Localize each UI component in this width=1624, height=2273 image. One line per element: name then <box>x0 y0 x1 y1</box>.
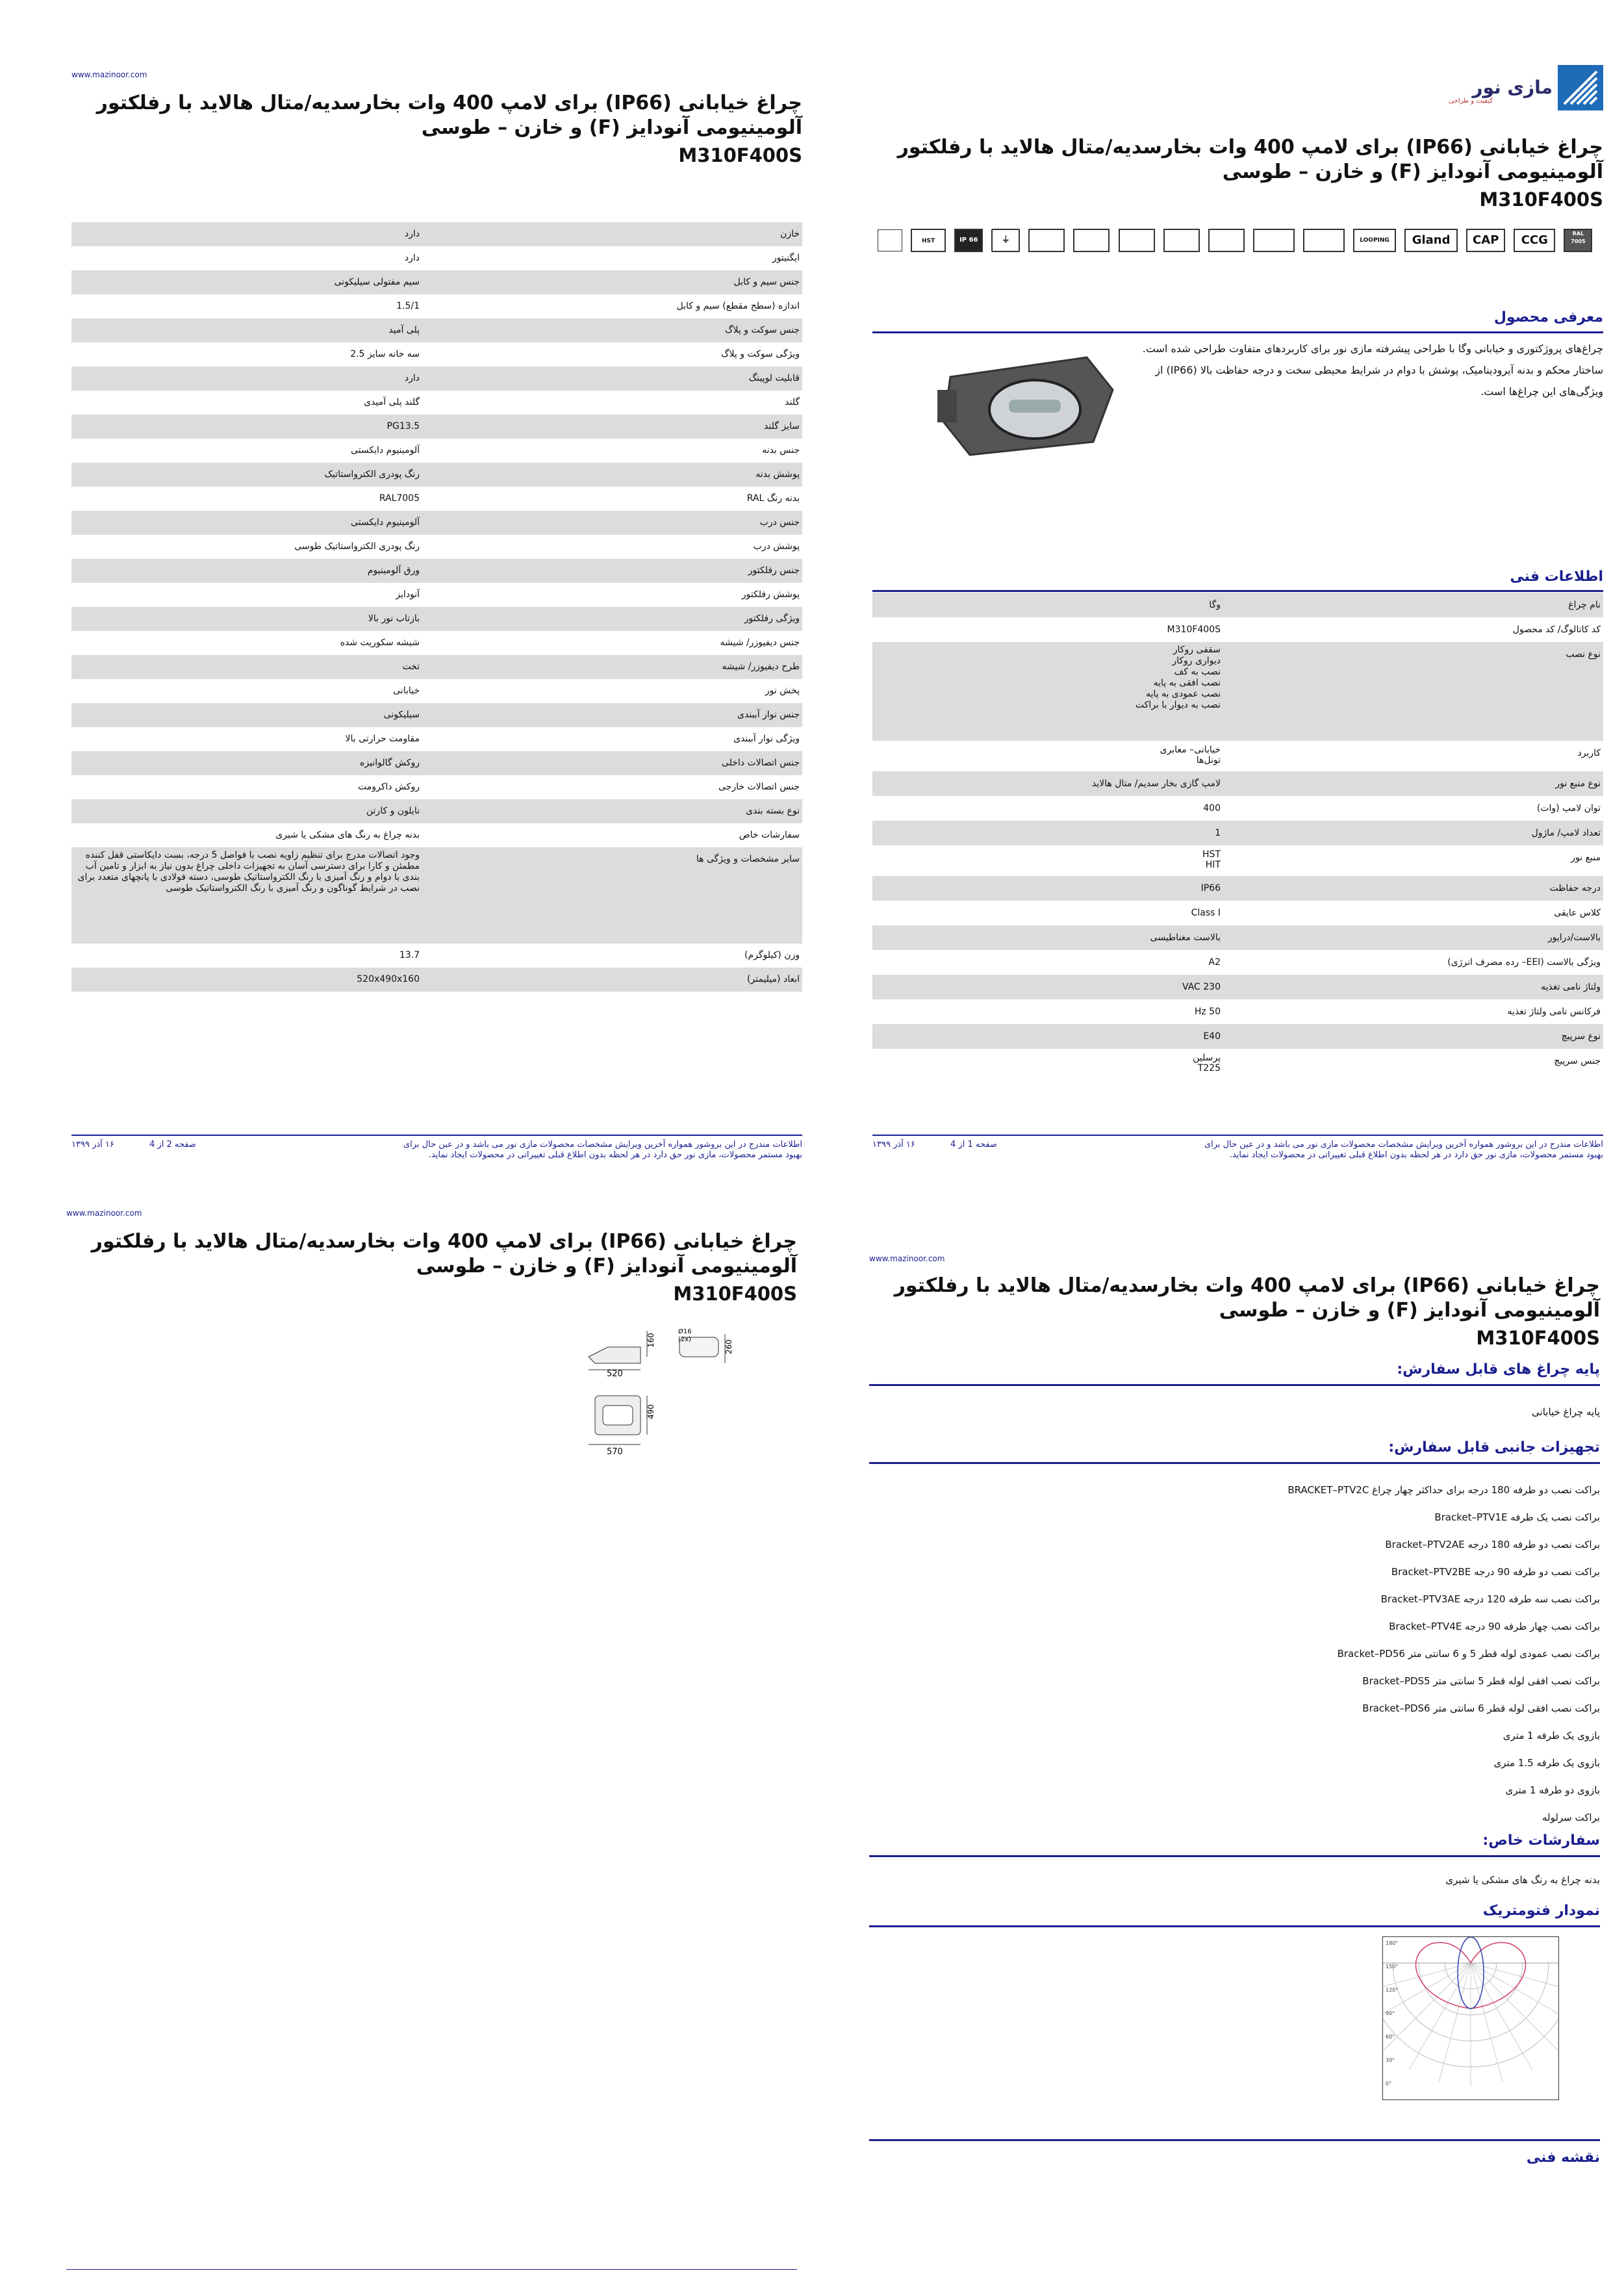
spec-value: رنگ پودری الکترواستاتیک طوسی <box>294 541 420 552</box>
polar-angle-label: 90° <box>1386 2010 1395 2016</box>
spec-key: نوع بسته بندی <box>422 799 802 823</box>
spec-key: پوشش بدنه <box>422 463 802 487</box>
table-row <box>872 845 1603 876</box>
list-item: براکت نصب دو طرفه 180 درجه Bracket–PTV2AE <box>1385 1539 1600 1550</box>
lamp-type-icon <box>878 229 902 251</box>
spec-key: ویژگی رفلکتور <box>422 607 802 631</box>
logo-mark-icon <box>1558 65 1603 110</box>
table-row <box>71 631 802 655</box>
poles-rule <box>869 1384 1600 1386</box>
spec-key: پوشش درب <box>753 541 800 552</box>
spec-value: لامپ گازی بخار سدیم/ متال هالاید <box>872 771 1223 796</box>
logo-name: مازی نور <box>1472 77 1553 98</box>
spec-value: Class I <box>1191 908 1221 919</box>
looping-icon <box>1353 229 1396 252</box>
spec-key: تعداد لامپ/ ماژول <box>1223 821 1603 845</box>
table-row <box>71 968 802 992</box>
footer-page: صفحه 1 از 4 <box>950 1140 997 1149</box>
mount-pole-horizontal-icon <box>1163 229 1200 252</box>
page-3 <box>869 1254 1600 2268</box>
cap-icon <box>1466 229 1505 252</box>
list-item: براکت نصب عمودی لوله قطر 5 و 6 سانتی متر Bracket–PD56 <box>1337 1648 1600 1660</box>
ral-label: RAL 7005 <box>1571 231 1586 244</box>
spec-value: خیابانی– معابری تونل‌ها <box>1160 745 1221 765</box>
table-row <box>872 821 1603 845</box>
page-2 <box>71 65 802 1170</box>
table-row <box>872 975 1603 999</box>
table-row <box>71 847 802 944</box>
special-rule <box>869 1855 1600 1857</box>
spec-key: خازن <box>422 222 802 246</box>
spec-key: نام چراغ <box>1223 593 1603 617</box>
top-view <box>589 1396 655 1457</box>
site-url: www.mazinoor.com <box>869 1254 945 1263</box>
accessories-heading: تجهیزات جانبی قابل سفارش: <box>1388 1439 1600 1456</box>
polar-angle-label: 180° <box>1386 1940 1399 1946</box>
table-row <box>872 925 1603 950</box>
site-url: www.mazinoor.com <box>71 70 147 79</box>
page-bottom-rule <box>66 2269 797 2270</box>
ccg-label: CCG <box>1521 233 1548 247</box>
spec-value: ورق آلومینیوم <box>71 559 422 583</box>
table-row <box>71 751 802 775</box>
table-row <box>71 318 802 342</box>
spec-key: جنس سرپیچ <box>1554 1056 1601 1067</box>
intro-heading: معرفی محصول <box>1493 309 1603 326</box>
spec-value: آلومینیوم دایکستی <box>71 511 422 535</box>
dim-width-side: 520 <box>607 1369 623 1379</box>
spec-value: سیم مفتولی سیلیکونی <box>71 270 422 294</box>
footer-date: ۱۶ آذر ۱۳۹۹ <box>71 1140 114 1149</box>
hst-label: HST <box>922 238 935 244</box>
table-row <box>872 617 1603 642</box>
spec-value: 1.5/1 <box>396 301 420 311</box>
spec-key: پوشش رفلکتور <box>741 589 800 600</box>
spec-value: 50 Hz <box>1194 1007 1221 1018</box>
spec-value: بالاست مغناطیسی <box>872 925 1223 950</box>
spec-key: بالاست/درایور <box>1223 925 1603 950</box>
hst-icon <box>911 229 946 252</box>
spec-key: کد کاتالوگ/ کد محصول <box>1512 624 1601 635</box>
spec-value: سه خانه سایز 2.5 <box>350 349 420 359</box>
spec-key: جنس نوار آببندی <box>422 703 802 727</box>
table-row <box>71 246 802 270</box>
ccg-icon <box>1514 229 1555 252</box>
table-row <box>872 771 1603 796</box>
footer-page: صفحه 2 از 4 <box>149 1140 196 1149</box>
polar-spoke <box>1409 1963 1471 2070</box>
ip66-label: IP 66 <box>959 237 978 244</box>
list-item: براکت نصب دو طرفه 180 درجه برای حداکثر چهار چراغ BRACKET–PTV2C <box>1288 1484 1600 1496</box>
mount-wall-icon <box>1073 229 1110 252</box>
page-title: چراغ خیابانی (IP66) برای لامپ 400 وات بخارسدیه/متال هالاید با رفلکتور آلومینیومی آنودایز (F) و خازن – طوسی <box>894 1274 1600 1322</box>
poles-heading: پایه چراغ های قابل سفارش: <box>1397 1361 1600 1378</box>
list-item: براکت نصب سه طرفه 120 درجه Bracket–PTV3AE <box>1380 1593 1600 1605</box>
spec-key: بدنه رنگ RAL <box>746 493 800 504</box>
mount-bracket-icon <box>1253 229 1295 252</box>
page-title: چراغ خیابانی (IP66) برای لامپ 400 وات بخارسدیه/متال هالاید با رفلکتور آلومینیومی آنودایز (F) و خازن – طوسی <box>897 136 1603 183</box>
page-title: چراغ خیابانی (IP66) برای لامپ 400 وات بخارسدیه/متال هالاید با رفلکتور آلومینیومی آنودایز (F) و خازن – طوسی <box>91 1230 797 1278</box>
table-row <box>872 901 1603 925</box>
spec-table <box>71 222 802 992</box>
spec-value: A2 <box>1208 957 1221 968</box>
logo-tagline: کیفیت و طراحی <box>1449 97 1493 105</box>
product-code: M310F400S <box>678 144 802 166</box>
table-row <box>71 559 802 583</box>
spec-key: طرح دیفیوزر/ شیشه <box>422 655 802 679</box>
polar-spoke <box>1471 1963 1503 2083</box>
spec-value: تخت <box>71 655 422 679</box>
spec-value: بازتاب نور بالا <box>71 607 422 631</box>
list-item: پایه چراغ خیابانی <box>1532 1406 1600 1418</box>
special-text: بدنه چراغ به رنگ های مشکی یا شیری <box>1445 1874 1600 1886</box>
spec-key: فرکانس نامی ولتاژ تغذیه <box>1507 1007 1601 1018</box>
spec-value: سیلیکونی <box>71 703 422 727</box>
spec-value: وجود اتصالات مدرج برای تنظیم زاویه نصب با فواصل 5 درجه، بست دایکاستی قفل کننده مطمئن و کارا برای دسترسی آسان به تجهیزات داخلی چراغ بدون نیاز به ابزار و تامین آب بندی با دوام و رنگ آمیزی با رنگ الکترواستاتیک طوسی، دسته فولادی با پانچهای متعدد برای نصب در شرایط گوناگون و رنگ آمیزی با رنگ الکترواستاتیک طوسی <box>71 847 422 944</box>
spec-key: ویژگی بالاست (EEI– رده مصرف انرژی) <box>1447 957 1601 968</box>
side-view <box>589 1331 655 1379</box>
spec-key: جنس اتصالات خارجی <box>718 782 800 792</box>
table-row <box>71 535 802 559</box>
spec-value: خیابانی <box>393 686 420 696</box>
spec-key: درجه حفاظت <box>1223 876 1603 901</box>
list-item: براکت نصب افقی لوله قطر 6 سانتی متر Bracket–PDS6 <box>1362 1702 1600 1714</box>
spec-value: E40 <box>872 1024 1223 1049</box>
list-item: بازوی یک طرفه 1 متری <box>1503 1730 1600 1741</box>
spec-key: جنس دیفیوزر/ شیشه <box>720 637 800 648</box>
table-row <box>71 655 802 679</box>
spec-value: روکش داکرومت <box>357 782 420 792</box>
spec-key: پخش نور <box>765 686 800 696</box>
photometric-chart <box>1382 1936 1559 2100</box>
class-i-earth-icon: ⏚ <box>991 229 1020 252</box>
dim-depth-top: 490 <box>646 1404 655 1419</box>
spec-value: 400 <box>1203 803 1221 814</box>
feature-icons-row <box>872 229 1603 252</box>
mount-pole-vertical-icon <box>1208 229 1245 252</box>
list-item: بازوی یک طرفه 1.5 متری <box>1493 1757 1600 1769</box>
mount-floor-icon <box>1119 229 1155 252</box>
table-row <box>71 294 802 318</box>
spec-value: مقاومت حرارتی بالا <box>345 734 420 744</box>
product-code: M310F400S <box>1479 188 1603 211</box>
spec-value: پرسلین T225 <box>1193 1053 1221 1074</box>
table-row <box>71 727 802 751</box>
ral-color-icon <box>1564 229 1592 252</box>
special-heading: سفارشات خاص: <box>1482 1832 1600 1849</box>
drawing-rule <box>869 2139 1600 2141</box>
table-row <box>71 679 802 703</box>
spec-value: M310F400S <box>1167 624 1221 635</box>
site-url: www.mazinoor.com <box>66 1209 142 1218</box>
spec-key: وزن (کیلوگرم) <box>744 950 800 960</box>
page-4 <box>66 1203 797 2269</box>
tech-heading: اطلاعات فنی <box>1510 569 1603 585</box>
table-row <box>71 511 802 535</box>
table-row <box>71 607 802 631</box>
table-row <box>71 391 802 415</box>
table-row <box>872 950 1603 975</box>
spec-key: ایگنیتور <box>772 253 800 263</box>
table-row <box>872 876 1603 901</box>
dim-hole-count: (2x) <box>678 1336 692 1343</box>
spec-key: منبع نور <box>1571 853 1601 864</box>
table-row <box>71 703 802 727</box>
table-row <box>71 415 802 439</box>
spec-key: جنس بدنه <box>762 445 800 456</box>
list-item: براکت سرلوله <box>1542 1812 1600 1823</box>
cap-label: CAP <box>1473 233 1499 247</box>
page-1 <box>872 65 1603 1170</box>
polar-angle-label: 150° <box>1386 1964 1399 1970</box>
spec-value: HST HIT <box>1202 849 1221 871</box>
spec-value: IP66 <box>872 876 1223 901</box>
polar-spoke <box>1439 1963 1471 2083</box>
table-row <box>872 1024 1603 1049</box>
gland-label: Gland <box>1412 233 1451 247</box>
photometric-rule <box>869 1925 1600 1927</box>
poles-list <box>1532 1398 1600 1426</box>
polar-spoke <box>1471 1963 1532 2070</box>
table-row <box>71 222 802 246</box>
spec-value: دارد <box>404 253 420 263</box>
spec-value: RAL7005 <box>379 493 420 504</box>
table-row <box>872 593 1603 617</box>
spec-value: 13.7 <box>399 950 420 960</box>
table-row <box>872 741 1603 771</box>
table-row <box>71 366 802 391</box>
spec-key: جنس اتصالات داخلی <box>422 751 802 775</box>
spec-value: دارد <box>71 222 422 246</box>
dim-height: 160 <box>646 1333 655 1348</box>
mount-other-icon <box>1303 229 1345 252</box>
spec-value: 520x490x160 <box>71 968 422 992</box>
list-item: براکت نصب دو طرفه 90 درجه Bracket–PTV2BE <box>1391 1566 1600 1578</box>
polar-angle-label: 30° <box>1386 2057 1395 2063</box>
footer-note: اطلاعات مندرج در این بروشور همواره آخرین ویرایش مشخصات محصولات مازی نور می باشد و در عین حال برای بهبود مستمر محصولات، مازی نور حق دارد در هر لحظه بدون اطلاع قبلی تغییراتی در محصولات ایجاد نماید. <box>1204 1140 1603 1160</box>
spec-value: گلند پلی آمیدی <box>364 397 420 407</box>
polar-angle-label: 120° <box>1386 1987 1399 1993</box>
list-item: براکت نصب چهار طرفه 90 درجه Bracket–PTV4E <box>1389 1621 1600 1632</box>
list-item: براکت نصب افقی لوله قطر 5 سانتی متر Bracket–PDS5 <box>1362 1675 1600 1687</box>
looping-label: LOOPING <box>1360 237 1389 244</box>
table-row <box>71 944 802 968</box>
spec-key: سفارشات خاص <box>739 830 800 840</box>
table-row <box>872 1049 1603 1079</box>
spec-key: ویژگی سوکت و پلاگ <box>721 349 800 359</box>
polar-angle-label: 60° <box>1386 2034 1395 2040</box>
mount-ceiling-icon <box>1028 229 1065 252</box>
product-code: M310F400S <box>1476 1327 1600 1349</box>
spec-key: ابعاد (میلیمتر) <box>422 968 802 992</box>
spec-value: 230 VAC <box>872 975 1223 999</box>
footer-note: اطلاعات مندرج در این بروشور همواره آخرین ویرایش مشخصات محصولات مازی نور می باشد و در عین حال برای بهبود مستمر محصولات، مازی نور حق دارد در هر لحظه بدون اطلاع قبلی تغییراتی در محصولات ایجاد نماید. <box>403 1140 802 1160</box>
spec-key: سایز گلند <box>422 415 802 439</box>
table-row <box>71 799 802 823</box>
dim-width-top: 570 <box>607 1447 623 1457</box>
product-image <box>924 351 1119 461</box>
spec-key: نوع سرپیچ <box>1223 1024 1603 1049</box>
dim-depth-front: 260 <box>724 1339 733 1354</box>
intro-rule <box>872 331 1603 333</box>
spec-key: نوع نصب <box>1223 642 1603 741</box>
spec-value: روکش گالوانیزه <box>71 751 422 775</box>
tech-table <box>872 593 1603 1079</box>
spec-key: جنس درب <box>422 511 802 535</box>
spec-value: وگا <box>872 593 1223 617</box>
spec-key: ویژگی نوار آببندی <box>733 734 800 744</box>
table-row <box>71 823 802 847</box>
spec-key: قابلیت لوپینگ <box>422 366 802 391</box>
spec-key: گلند <box>785 397 800 407</box>
spec-key: ولتاژ نامی تغذیه <box>1223 975 1603 999</box>
gland-icon <box>1404 229 1458 252</box>
table-row <box>71 463 802 487</box>
spec-key: اندازه (سطح مقطع) سیم و کابل <box>676 301 800 311</box>
list-item: بازوی دو طرفه 1 متری <box>1505 1784 1600 1796</box>
page-title: چراغ خیابانی (IP66) برای لامپ 400 وات بخارسدیه/متال هالاید با رفلکتور آلومینیومی آنودایز (F) و خازن – طوسی <box>96 92 802 139</box>
list-item: براکت نصب یک طرفه Bracket–PTV1E <box>1434 1511 1600 1523</box>
ip66-icon <box>954 229 983 252</box>
spec-key: کاربرد <box>1577 748 1601 758</box>
spec-value: 1 <box>872 821 1223 845</box>
polar-angle-label: 0° <box>1386 2081 1392 2087</box>
table-row <box>71 342 802 366</box>
front-view <box>678 1328 733 1363</box>
dim-hole: Ø16 <box>678 1328 692 1335</box>
table-row <box>71 775 802 799</box>
table-row <box>71 439 802 463</box>
spec-key: جنس سوکت و پلاگ <box>422 318 802 342</box>
page-footer <box>71 1135 802 1172</box>
spec-value: دارد <box>71 366 422 391</box>
spec-value: پلی آمید <box>71 318 422 342</box>
spec-value: PG13.5 <box>71 415 422 439</box>
table-row <box>872 642 1603 741</box>
spec-value: بدنه چراغ به رنگ های مشکی یا شیری <box>275 830 420 840</box>
spec-value: آنودایز <box>396 589 420 600</box>
table-row <box>872 796 1603 821</box>
tech-rule <box>872 590 1603 592</box>
spec-value: سقفی روکار دیواری روکار نصب به کف نصب افقی به پایه نصب عمودی به پایه نصب به دیوار با براکت <box>872 642 1223 741</box>
spec-key: سایر مشخصات و ویژگی ها <box>422 847 802 944</box>
accessories-list <box>1288 1476 1600 1831</box>
spec-value: نایلون و کارتن <box>71 799 422 823</box>
spec-value: رنگ پودری الکترواستاتیک <box>71 463 422 487</box>
spec-key: نوع منبع نور <box>1223 771 1603 796</box>
table-row <box>71 270 802 294</box>
product-code: M310F400S <box>673 1283 797 1305</box>
spec-key: توان لامپ (وات) <box>1536 803 1601 814</box>
photometric-heading: نمودار فتومتریک <box>1482 1903 1600 1919</box>
brand-logo <box>1434 65 1603 117</box>
page-footer <box>872 1135 1603 1172</box>
accessories-rule <box>869 1462 1600 1464</box>
table-row <box>71 487 802 511</box>
spec-value: آلومینیوم دایکستی <box>350 445 420 456</box>
spec-key: جنس سیم و کابل <box>422 270 802 294</box>
drawing-heading: نقشه فنی <box>1526 2150 1600 2166</box>
table-row <box>872 999 1603 1024</box>
footer-date: ۱۶ آذر ۱۳۹۹ <box>872 1140 915 1149</box>
spec-key: کلاس عایقی <box>1554 908 1601 919</box>
spec-value: شیشه سکوریت شده <box>340 637 420 648</box>
table-row <box>71 583 802 607</box>
spec-key: جنس رفلکتور <box>422 559 802 583</box>
intro-text: چراغ‌های پروژکتوری و خیابانی وگا با طراحی پیشرفته مازی نور برای کاربردهای متفاوت طراحی شده است. ساختار محکم و بدنه آیرودینامیک، پوشش با دوام در شرایط محیطی سخت و درجه حفاظت بالا (IP66) از ویژگی‌های این چراغ‌ها است. <box>1142 342 1603 398</box>
technical-drawing <box>582 1324 751 1474</box>
